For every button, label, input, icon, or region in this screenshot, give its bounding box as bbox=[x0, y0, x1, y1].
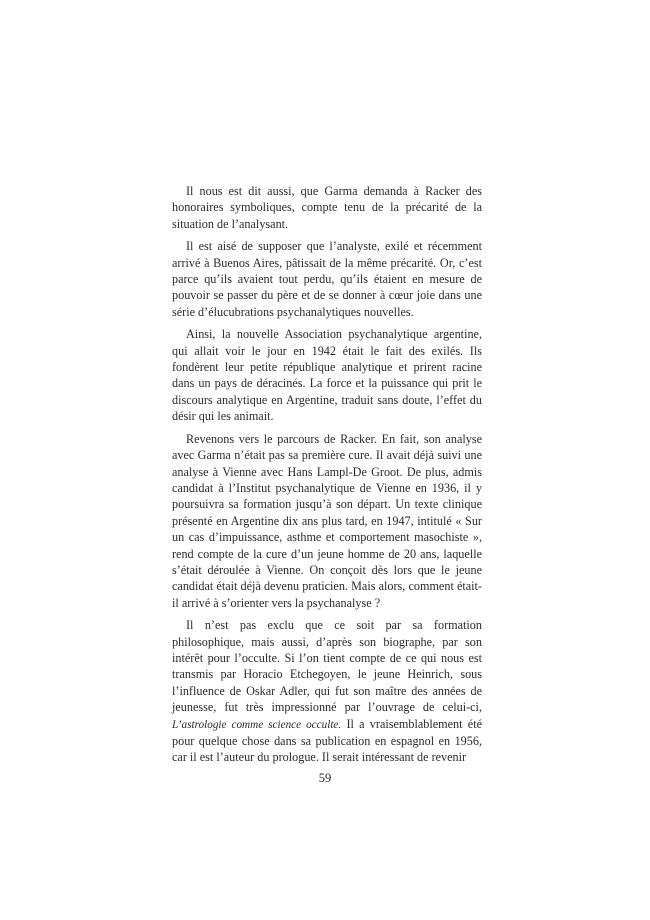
paragraph-5 bbox=[172, 617, 482, 766]
paragraph-4: Revenons vers le parcours de Racker. En fait, son analyse avec Garma n’était pas sa première cure. Il avait déjà suivi une analyse à Vienne avec Hans Lampl-De Groot. De plus, admis candidat à l’Institut psychanalytique de Vienne en 1936, il y poursuivra sa formation jusqu’à son départ. Un texte clinique présenté en Argentine dix ans plus tard, en 1947, intitulé « Sur un cas d’impuissance, asthme et comportement masochiste », rend compte de la cure d’un jeune homme de 20 ans, laquelle s’était déroulée à Vienne. On conçoit dès lors que le jeune candidat était déjà devenu praticien. Mais alors, comment était-il arrivé à s’orienter vers la psychanalyse ? bbox=[172, 431, 482, 610]
paragraph-5-after: Il a vraisemblablement été pour quelque chose dans sa publication en espagnol en 1956, car il est l’auteur du prologue. Il serait intéressant de revenir bbox=[172, 716, 482, 765]
paragraph-5-before: Il n’est pas exclu que ce soit par sa formation philosophique, mais aussi, d’après son biographe, par son intérêt pour l’occulte. Si l’on tient compte de ce qui nous est transmis par Horacio Etchegoyen, le jeune Heinrich, sous l’influence de Oskar Adler, qui fut son maître des années de jeunesse, fut très impressionné par l’ouvrage de celui-ci, bbox=[172, 618, 482, 715]
paragraph-3: Ainsi, la nouvelle Association psychanalytique argentine, qui allait voir le jour en 1942 était le fait des exilés. Ils fondèrent leur petite république analytique et prirent racine dans un pays de déracinés. La force et la puissance qui prit le discours analytique en Argentine, traduit sans doute, l’effet du désir qui les animait. bbox=[172, 327, 482, 424]
body-text bbox=[172, 183, 482, 772]
paragraph-1: Il nous est dit aussi, que Garma demanda à Racker des honoraires symboliques, compte tenu de la précarité de la situation de l’analysant. bbox=[172, 184, 482, 231]
book-title: L’astrologie comme science occulte. bbox=[172, 718, 342, 731]
page-number: 59 bbox=[318, 771, 332, 785]
paragraph-2: Il est aisé de supposer que l’analyste, exilé et récemment arrivé à Buenos Aires, pâtissait de la même précarité. Or, c’est parce qu’ils avaient tout perdu, qu’ils étaient en mesure de pouvoir se passer du père et de se donner à cœur joie dans une série d’élucubrations psychanalytiques nouvelles. bbox=[172, 239, 482, 319]
